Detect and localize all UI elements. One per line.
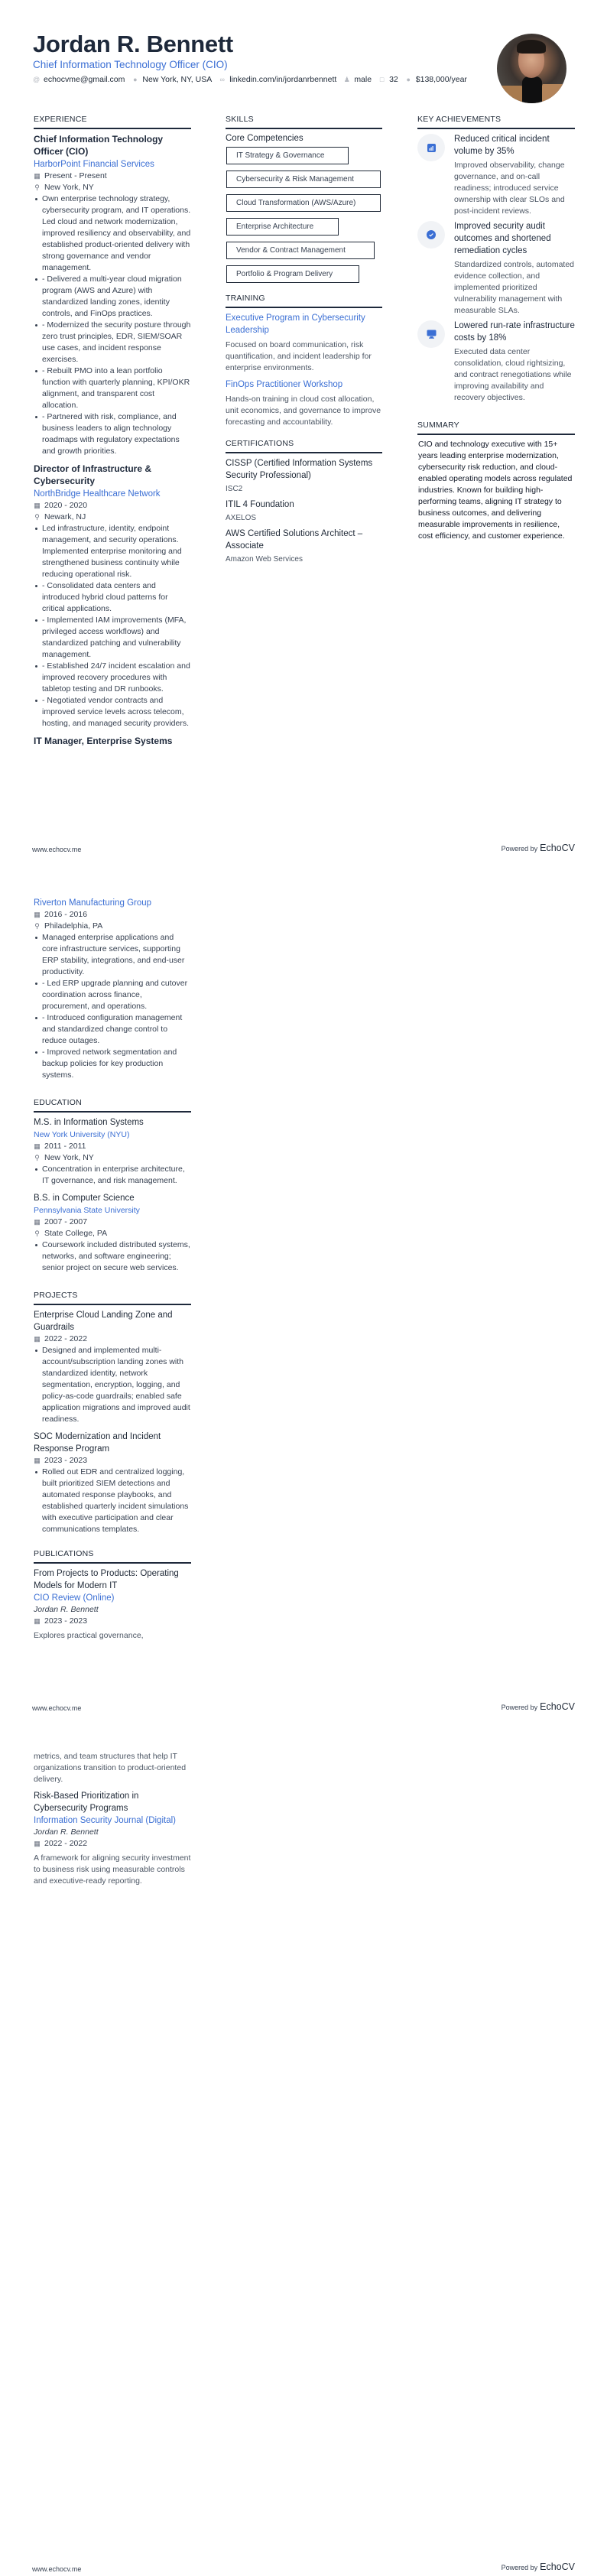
footer-site-link[interactable]: www.echocv.me xyxy=(32,846,82,853)
section-heading: PUBLICATIONS xyxy=(34,1549,191,1564)
location-pin-icon: ⚲ xyxy=(34,922,40,930)
contact-age: □ 32 xyxy=(379,75,398,84)
section-heading: SKILLS xyxy=(226,115,382,129)
section-heading: SUMMARY xyxy=(417,421,575,435)
location-pin-icon: ⚲ xyxy=(34,1230,40,1237)
contact-bar xyxy=(33,74,467,85)
experience-entry xyxy=(34,133,191,457)
publication-entry xyxy=(34,1790,191,1887)
avatar xyxy=(497,34,566,103)
project-dates: 2023 - 2023 xyxy=(44,1456,88,1465)
section-heading: KEY ACHIEVEMENTS xyxy=(417,115,575,129)
achievement-item xyxy=(417,320,575,404)
publication-title: Risk-Based Prioritization in Cybersecurity Programs xyxy=(34,1792,139,1813)
list-item: Concentration in enterprise architecture, IT governance, and risk management. xyxy=(34,1164,191,1187)
company-name: NorthBridge Healthcare Network xyxy=(34,489,161,499)
calendar-icon: ▦ xyxy=(34,1457,41,1464)
skills-section xyxy=(226,115,382,569)
company-name: HarborPoint Financial Services xyxy=(34,160,154,169)
education-location: New York, NY xyxy=(44,1153,94,1162)
contact-linkedin[interactable]: ∞ linkedin.com/in/jordanrbennett xyxy=(219,75,337,84)
experience-entry xyxy=(34,897,191,1081)
section-heading: CERTIFICATIONS xyxy=(226,439,382,453)
footer-powered-by: Powered by EchoCV xyxy=(501,2561,575,2572)
publication-author: Jordan R. Bennett xyxy=(34,1827,99,1837)
calendar-icon: ▦ xyxy=(34,911,41,918)
at-icon: @ xyxy=(33,76,41,83)
publication-description: metrics, and team structures that help IT organizations transition to product-oriented delivery. xyxy=(34,1752,187,1784)
monitor-icon xyxy=(417,320,445,348)
experience-section xyxy=(34,115,191,747)
project-entry xyxy=(34,1309,191,1425)
publication-description: A framework for aligning security investment to business risk using measurable controls and executive-ready reporting. xyxy=(34,1853,191,1886)
footer-site-link[interactable]: www.echocv.me xyxy=(32,1704,82,1712)
job-dates: Present - Present xyxy=(44,171,107,180)
education-dates: 2007 - 2007 xyxy=(44,1217,88,1226)
contact-salary: ● $138,000/year xyxy=(406,75,467,84)
skills-group-title: Core Competencies xyxy=(226,134,304,143)
achievement-item xyxy=(417,220,575,317)
list-item: - Partnered with risk, compliance, and business leaders to align technology roadmaps with regulatory expectations and growth priorities. xyxy=(34,411,191,457)
education-location: State College, PA xyxy=(44,1229,108,1238)
certification-name: CISSP (Certified Information Systems Security Professional) xyxy=(226,459,373,480)
certification-issuer: ISC2 xyxy=(226,485,243,493)
list-item: - Delivered a multi-year cloud migration program (AWS and Azure) with standardized landing zones, identity controls, and FinOps practices. xyxy=(34,274,191,320)
section-heading: EDUCATION xyxy=(34,1098,191,1113)
publications-section xyxy=(34,1549,191,1642)
candidate-name: Jordan R. Bennett xyxy=(33,31,233,57)
calendar-icon: ▦ xyxy=(34,1142,41,1150)
achievement-item xyxy=(417,133,575,217)
footer-site-link[interactable]: www.echocv.me xyxy=(32,2565,82,2573)
summary-text: CIO and technology executive with 15+ years leading enterprise modernization, cybersecurity risk reduction, and cloud-enabled operating models across regulated industries. Known for building high-performing teams, aligning IT strategy to business outcomes, and delivering measurable improvements in resilience, cost efficiency, and customer experience. xyxy=(418,440,573,541)
achievement-description: Improved observability, change governance, and on-call readiness; introduced service ownership with clear SLOs and post-incident reviews. xyxy=(454,161,565,216)
degree-name: M.S. in Information Systems xyxy=(34,1118,144,1127)
list-item: - Modernized the security posture through zero trust principles, EDR, SIEM/SOAR use cases, and incident response exercises. xyxy=(34,320,191,365)
list-item: - Introduced configuration management and standardized change control to reduce outages. xyxy=(34,1012,191,1047)
achievement-description: Standardized controls, automated evidence collection, and implemented prioritized vulnerability management with measurable SLAs. xyxy=(454,260,575,315)
achievement-title: Reduced critical incident volume by 35% xyxy=(454,135,550,156)
candidate-title: Chief Information Technology Officer (CIO) xyxy=(33,59,228,70)
calendar-icon: □ xyxy=(379,76,385,83)
education-section xyxy=(34,1098,191,1274)
brand-name[interactable]: EchoCV xyxy=(540,2561,575,2572)
check-circle-icon xyxy=(417,221,445,249)
job-location: Newark, NJ xyxy=(44,512,86,521)
person-icon: ♟ xyxy=(343,76,350,83)
job-bullets xyxy=(34,193,191,457)
experience-entry xyxy=(34,463,191,729)
achievement-title: Improved security audit outcomes and shortened remediation cycles xyxy=(454,222,551,255)
job-role: IT Manager, Enterprise Systems xyxy=(34,736,173,746)
skill-chip: Cloud Transformation (AWS/Azure) xyxy=(226,194,381,212)
job-bullets xyxy=(34,932,191,1081)
contact-location: ● New York, NY, USA xyxy=(133,75,213,84)
publication-venue: Information Security Journal (Digital) xyxy=(34,1816,176,1825)
skill-chip: Cybersecurity & Risk Management xyxy=(226,171,381,188)
location-pin-icon: ⚲ xyxy=(34,1154,40,1161)
certification-name: ITIL 4 Foundation xyxy=(226,500,294,509)
degree-name: B.S. in Computer Science xyxy=(34,1194,135,1203)
certifications-section xyxy=(226,439,382,565)
job-location: New York, NY xyxy=(44,183,94,192)
list-item: Own enterprise technology strategy, cybersecurity program, and IT operations. Led cloud and network modernization, improved resiliency and observability, and established product-oriented delivery with strong governance and vendor management. xyxy=(34,193,191,274)
project-title: Enterprise Cloud Landing Zone and Guardrails xyxy=(34,1311,173,1332)
list-item: Managed enterprise applications and core infrastructure services, supporting ERP stability, integrations, and end-user productivity. xyxy=(34,932,191,978)
skill-chip: Enterprise Architecture xyxy=(226,218,339,236)
training-section xyxy=(226,294,382,428)
list-item: - Rebuilt PMO into a lean portfolio function with quarterly planning, KPI/OKR alignment, and transparent cost allocation. xyxy=(34,365,191,411)
job-dates: 2016 - 2016 xyxy=(44,910,88,919)
location-pin-icon: ⚲ xyxy=(34,184,40,191)
publication-author: Jordan R. Bennett xyxy=(34,1605,99,1614)
training-description: Focused on board communication, risk quantification, and incident leadership for enterprise environments. xyxy=(226,340,372,372)
list-item: Led infrastructure, identity, endpoint management, and security operations. Implemented enterprise monitoring and strengthened business continuity while reducing operational risk. xyxy=(34,523,191,580)
calendar-icon: ▦ xyxy=(34,1617,41,1625)
certification-issuer: AXELOS xyxy=(226,514,257,522)
brand-name[interactable]: EchoCV xyxy=(540,1701,575,1712)
list-item: - Negotiated vendor contracts and improved service levels across telecom, hosting, and managed security providers. xyxy=(34,695,191,729)
skill-chip: Vendor & Contract Management xyxy=(226,242,375,259)
skill-chip: IT Strategy & Governance xyxy=(226,147,349,164)
job-dates: 2020 - 2020 xyxy=(44,501,88,510)
school-name: New York University (NYU) xyxy=(34,1130,130,1139)
list-item: Rolled out EDR and centralized logging, built prioritized SIEM detections and automated response playbooks, and established quarterly incident simulations with executive participation and clear communications templates. xyxy=(34,1467,191,1535)
list-item: - Implemented IAM improvements (MFA, privileged access workflows) and standardized patching and vulnerability management. xyxy=(34,615,191,661)
list-item: Designed and implemented multi-account/subscription landing zones with standardized identity, network segmentation, encryption, logging, and policy-as-code guardrails; enabled safe application migrations and improved audit readiness. xyxy=(34,1345,191,1425)
education-entry xyxy=(34,1116,191,1187)
calendar-icon: ▦ xyxy=(34,1218,41,1226)
bar-chart-icon xyxy=(417,134,445,161)
list-item: - Led ERP upgrade planning and cutover coordination across finance, procurement, and operations. xyxy=(34,978,191,1012)
job-role: Director of Infrastructure & Cybersecurity xyxy=(34,463,152,486)
training-title: Executive Program in Cybersecurity Leadership xyxy=(226,313,365,335)
projects-section xyxy=(34,1291,191,1535)
school-name: Pennsylvania State University xyxy=(34,1206,140,1215)
certification-issuer: Amazon Web Services xyxy=(226,555,303,564)
footer-powered-by: Powered by EchoCV xyxy=(501,1701,575,1712)
experience-continued xyxy=(34,896,191,1642)
achievement-description: Executed data center consolidation, cloud rightsizing, and contract renegotiations while improving availability and recovery objectives. xyxy=(454,347,572,402)
job-location: Philadelphia, PA xyxy=(44,921,103,931)
certification-name: AWS Certified Solutions Architect – Associate xyxy=(226,529,363,551)
publication-dates: 2022 - 2022 xyxy=(44,1839,88,1848)
project-title: SOC Modernization and Incident Response Program xyxy=(34,1432,161,1454)
job-role: Chief Information Technology Officer (CIO) xyxy=(34,134,164,157)
calendar-icon: ▦ xyxy=(34,1335,41,1343)
section-heading: EXPERIENCE xyxy=(34,115,191,129)
publication-title: From Projects to Products: Operating Models for Modern IT xyxy=(34,1569,179,1590)
achievement-title: Lowered run-rate infrastructure costs by 18% xyxy=(454,321,575,343)
section-heading: PROJECTS xyxy=(34,1291,191,1305)
contact-email[interactable]: @ echocvme@gmail.com xyxy=(33,75,125,84)
summary-section xyxy=(417,421,575,542)
list-item: Coursework included distributed systems, networks, and software engineering; senior project on secure web services. xyxy=(34,1239,191,1274)
location-pin-icon: ● xyxy=(133,76,138,83)
footer-powered-by: Powered by EchoCV xyxy=(501,843,575,853)
achievements-section xyxy=(417,115,575,542)
project-dates: 2022 - 2022 xyxy=(44,1334,88,1343)
location-pin-icon: ⚲ xyxy=(34,513,40,521)
calendar-icon: ▦ xyxy=(34,502,41,509)
project-entry xyxy=(34,1431,191,1535)
company-name: Riverton Manufacturing Group xyxy=(34,898,152,908)
salary-icon: ● xyxy=(406,76,411,83)
skill-chip: Portfolio & Program Delivery xyxy=(226,265,359,283)
calendar-icon: ▦ xyxy=(34,1840,41,1847)
publication-venue: CIO Review (Online) xyxy=(34,1593,115,1603)
link-icon: ∞ xyxy=(219,76,225,83)
publications-continued xyxy=(34,1751,191,1887)
brand-name[interactable]: EchoCV xyxy=(540,843,575,853)
list-item: - Consolidated data centers and introduced hybrid cloud patterns for critical applications. xyxy=(34,580,191,615)
calendar-icon: ▦ xyxy=(34,172,41,180)
section-heading: TRAINING xyxy=(226,294,382,308)
contact-gender: ♟ male xyxy=(343,75,372,84)
job-bullets xyxy=(34,523,191,729)
training-title: FinOps Practitioner Workshop xyxy=(226,380,343,389)
publication-description: Explores practical governance, xyxy=(34,1631,144,1640)
publication-dates: 2023 - 2023 xyxy=(44,1616,88,1626)
list-item: - Improved network segmentation and backup policies for key production systems. xyxy=(34,1047,191,1081)
education-dates: 2011 - 2011 xyxy=(44,1142,86,1151)
education-entry xyxy=(34,1192,191,1274)
training-description: Hands-on training in cloud cost allocation, unit economics, and governance to improve forecasting and accountability. xyxy=(226,395,381,427)
list-item: - Established 24/7 incident escalation and improved recovery procedures with tabletop testing and DR runbooks. xyxy=(34,661,191,695)
